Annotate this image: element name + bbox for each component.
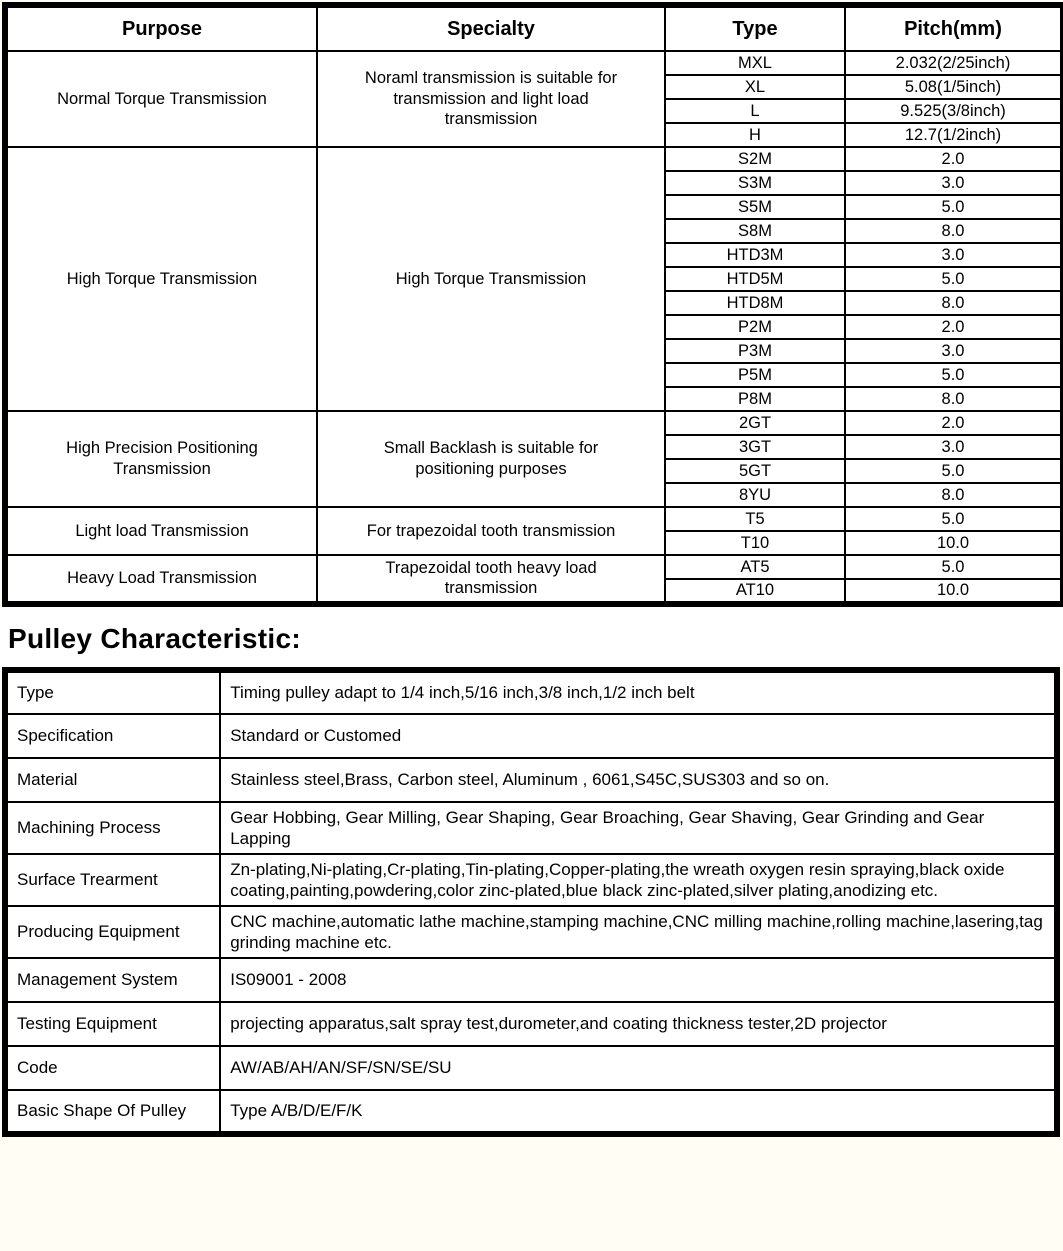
characteristic-value-cell: Type A/B/D/E/F/K xyxy=(220,1090,1057,1134)
type-cell: P5M xyxy=(665,363,845,387)
belt-row xyxy=(5,507,1063,531)
header-type: Type xyxy=(665,5,845,51)
characteristics-tbody xyxy=(5,670,1057,1134)
pitch-cell: 3.0 xyxy=(845,435,1063,459)
characteristic-value-cell: Timing pulley adapt to 1/4 inch,5/16 inch,3/8 inch,1/2 inch belt xyxy=(220,670,1057,714)
type-cell: AT5 xyxy=(665,555,845,579)
type-cell: 5GT xyxy=(665,459,845,483)
pitch-cell: 10.0 xyxy=(845,531,1063,555)
characteristic-label-cell: Basic Shape Of Pulley xyxy=(5,1090,220,1134)
characteristic-value-cell: IS09001 - 2008 xyxy=(220,958,1057,1002)
specialty-cell: Noraml transmission is suitable for transmission and light load transmission xyxy=(317,51,665,147)
characteristic-label-cell: Material xyxy=(5,758,220,802)
type-cell: P8M xyxy=(665,387,845,411)
pitch-cell: 8.0 xyxy=(845,387,1063,411)
type-cell: S2M xyxy=(665,147,845,171)
pitch-cell: 5.0 xyxy=(845,507,1063,531)
pitch-cell: 5.0 xyxy=(845,459,1063,483)
type-cell: P2M xyxy=(665,315,845,339)
purpose-cell: Light load Transmission xyxy=(5,507,317,555)
pulley-characteristic-table xyxy=(2,667,1060,1137)
pitch-cell: 5.0 xyxy=(845,195,1063,219)
characteristic-value-cell: Zn-plating,Ni-plating,Cr-plating,Tin-plating,Copper-plating,the wreath oxygen resin spraying,black oxide coating,painting,powdering,color zinc-plated,blue black zinc-plated,silver plating,anodizing etc. xyxy=(220,854,1057,906)
pitch-cell: 5.08(1/5inch) xyxy=(845,75,1063,99)
pitch-cell: 8.0 xyxy=(845,219,1063,243)
purpose-cell: Normal Torque Transmission xyxy=(5,51,317,147)
pitch-cell: 9.525(3/8inch) xyxy=(845,99,1063,123)
page xyxy=(0,2,1063,1146)
type-cell: MXL xyxy=(665,51,845,75)
type-cell: 8YU xyxy=(665,483,845,507)
section-heading-pulley-characteristic: Pulley Characteristic: xyxy=(0,607,1063,667)
characteristic-row xyxy=(5,714,1057,758)
type-cell: L xyxy=(665,99,845,123)
characteristic-row xyxy=(5,670,1057,714)
pitch-cell: 2.0 xyxy=(845,411,1063,435)
type-cell: S3M xyxy=(665,171,845,195)
characteristic-label-cell: Specification xyxy=(5,714,220,758)
type-cell: HTD8M xyxy=(665,291,845,315)
characteristic-label-cell: Management System xyxy=(5,958,220,1002)
page-bottom-strip xyxy=(0,1137,1063,1146)
characteristic-row xyxy=(5,1090,1057,1134)
type-cell: T5 xyxy=(665,507,845,531)
characteristic-value-cell: Stainless steel,Brass, Carbon steel, Aluminum , 6061,S45C,SUS303 and so on. xyxy=(220,758,1057,802)
specialty-cell: For trapezoidal tooth transmission xyxy=(317,507,665,555)
characteristic-row xyxy=(5,906,1057,958)
type-cell: 3GT xyxy=(665,435,845,459)
pitch-cell: 3.0 xyxy=(845,243,1063,267)
header-specialty: Specialty xyxy=(317,5,665,51)
pitch-cell: 5.0 xyxy=(845,555,1063,579)
belt-row xyxy=(5,51,1063,75)
characteristic-label-cell: Producing Equipment xyxy=(5,906,220,958)
characteristic-value-cell: Gear Hobbing, Gear Milling, Gear Shaping, Gear Broaching, Gear Shaving, Gear Grinding and Gear Lapping xyxy=(220,802,1057,854)
pitch-cell: 2.032(2/25inch) xyxy=(845,51,1063,75)
pitch-cell: 3.0 xyxy=(845,339,1063,363)
characteristic-label-cell: Code xyxy=(5,1046,220,1090)
type-cell: AT10 xyxy=(665,579,845,604)
characteristic-row xyxy=(5,802,1057,854)
header-purpose: Purpose xyxy=(5,5,317,51)
characteristic-value-cell: AW/AB/AH/AN/SF/SN/SE/SU xyxy=(220,1046,1057,1090)
specialty-cell: High Torque Transmission xyxy=(317,147,665,411)
characteristic-value-cell: CNC machine,automatic lathe machine,stamping machine,CNC milling machine,rolling machine,lasering,tag grinding machine etc. xyxy=(220,906,1057,958)
belt-row xyxy=(5,555,1063,579)
type-cell: XL xyxy=(665,75,845,99)
type-cell: HTD5M xyxy=(665,267,845,291)
purpose-cell: High Precision Positioning Transmission xyxy=(5,411,317,507)
type-cell: T10 xyxy=(665,531,845,555)
pitch-cell: 5.0 xyxy=(845,267,1063,291)
belt-spec-table xyxy=(2,2,1063,607)
belt-row xyxy=(5,411,1063,435)
characteristic-label-cell: Type xyxy=(5,670,220,714)
characteristic-value-cell: projecting apparatus,salt spray test,durometer,and coating thickness tester,2D projector xyxy=(220,1002,1057,1046)
pitch-cell: 12.7(1/2inch) xyxy=(845,123,1063,147)
characteristic-label-cell: Testing Equipment xyxy=(5,1002,220,1046)
pitch-cell: 3.0 xyxy=(845,171,1063,195)
pitch-cell: 10.0 xyxy=(845,579,1063,604)
pitch-cell: 5.0 xyxy=(845,363,1063,387)
header-pitch: Pitch(mm) xyxy=(845,5,1063,51)
pitch-cell: 8.0 xyxy=(845,291,1063,315)
pitch-cell: 2.0 xyxy=(845,315,1063,339)
characteristic-label-cell: Surface Trearment xyxy=(5,854,220,906)
purpose-cell: Heavy Load Transmission xyxy=(5,555,317,604)
characteristic-value-cell: Standard or Customed xyxy=(220,714,1057,758)
type-cell: HTD3M xyxy=(665,243,845,267)
characteristic-row xyxy=(5,958,1057,1002)
characteristic-row xyxy=(5,1046,1057,1090)
type-cell: 2GT xyxy=(665,411,845,435)
pitch-cell: 2.0 xyxy=(845,147,1063,171)
purpose-cell: High Torque Transmission xyxy=(5,147,317,411)
type-cell: H xyxy=(665,123,845,147)
belt-row xyxy=(5,147,1063,171)
type-cell: P3M xyxy=(665,339,845,363)
characteristic-label-cell: Machining Process xyxy=(5,802,220,854)
characteristic-row xyxy=(5,854,1057,906)
characteristic-row xyxy=(5,1002,1057,1046)
belt-header-row xyxy=(5,5,1063,51)
belt-spec-tbody xyxy=(5,51,1063,604)
type-cell: S8M xyxy=(665,219,845,243)
specialty-cell: Trapezoidal tooth heavy load transmission xyxy=(317,555,665,604)
specialty-cell: Small Backlash is suitable for positioning purposes xyxy=(317,411,665,507)
type-cell: S5M xyxy=(665,195,845,219)
pitch-cell: 8.0 xyxy=(845,483,1063,507)
characteristic-row xyxy=(5,758,1057,802)
